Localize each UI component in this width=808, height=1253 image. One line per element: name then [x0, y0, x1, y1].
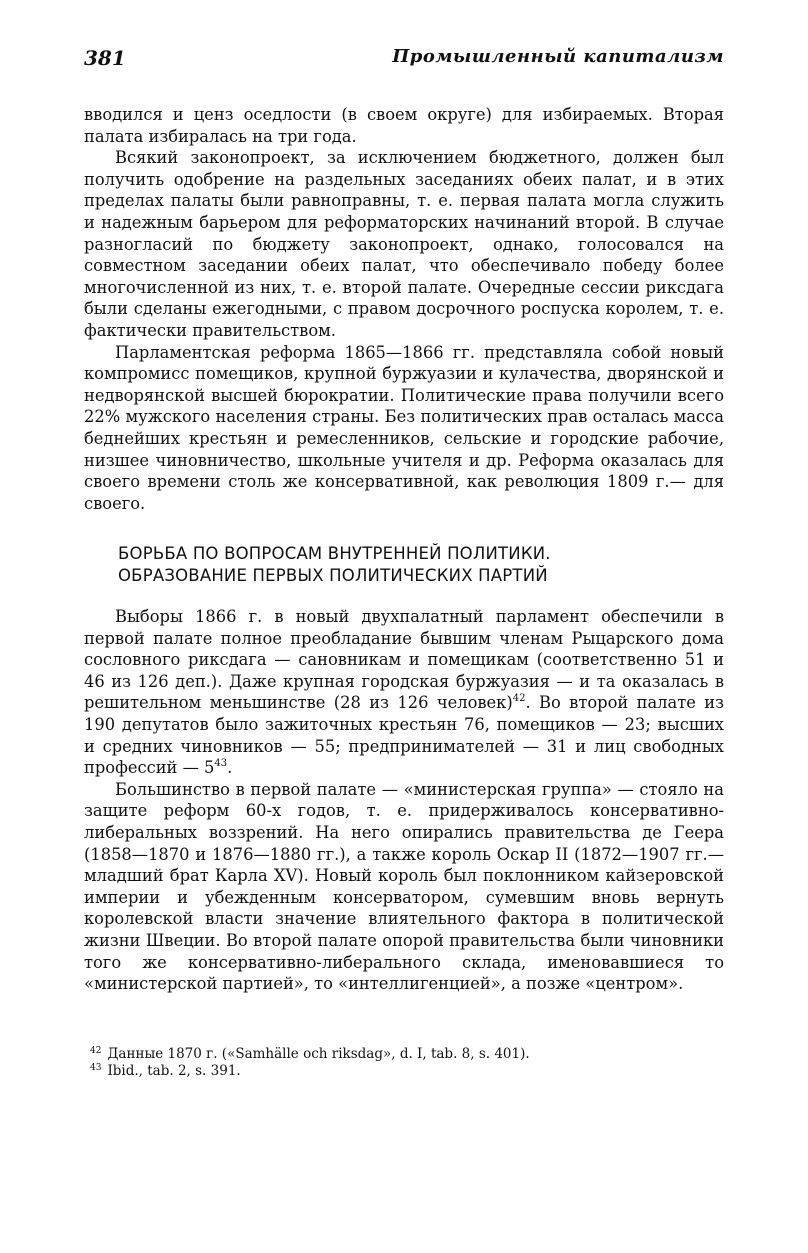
footnote-mark: 42 — [90, 1046, 102, 1056]
section-heading — [118, 543, 738, 587]
footnote — [90, 1046, 730, 1063]
footnote — [90, 1063, 730, 1080]
footnote-reference: 42 — [512, 693, 526, 705]
paragraph-text: Выборы 1866 г. в новый двухпалатный парламент обеспечили в первой палате полное преобладание бывшим членам Рыцарского дома сословного риксдага — сановникам и помещикам (соответственно 51 и 46 из 126 деп.). Даже крупная городская буржуазия — и та оказалась в решительном меньшинстве (28 из 126 человек) — [84, 607, 724, 713]
footnote-mark: 43 — [90, 1063, 102, 1073]
paragraph: Парламентская реформа 1865—1866 гг. представляла собой новый компромисс помещиков, крупной буржуазии и кулачества, дворянской и недворянской высшей бюрократии. Политические права получили всего 22% мужского населения страны. Без политических прав осталась масса беднейших крестьян и ремесленников, сельские и городские рабочие, низшее чиновничество, школьные учителя и др. Реформа оказалась для своего времени столь же консервативной, как революция 1809 г.— для своего. — [84, 342, 724, 513]
text-block-top — [84, 104, 724, 514]
page-number: 381 — [84, 46, 126, 70]
paragraph-continued: вводился и ценз оседлости (в своем округе) для избираемых. Вторая палата избиралась на три года. — [84, 105, 724, 146]
footnotes — [90, 1046, 730, 1080]
section-heading-line-1: БОРЬБА ПО ВОПРОСАМ ВНУТРЕННЕЙ ПОЛИТИКИ. — [118, 544, 551, 563]
paragraph-text: . Во второй палате из 190 депутатов было зажиточных крестьян 76, помещиков — 23; высших и средних чиновников — 55; предпринимателей — 31 и лиц свободных профессий — 5 — [84, 693, 724, 778]
footnote-text: Данные 1870 г. («Samhälle och riksdag», d. I, tab. 8, s. 401). — [107, 1046, 530, 1062]
running-title: Промышленный капитализм — [392, 46, 724, 67]
page-header — [84, 46, 724, 76]
paragraph-text: . — [227, 758, 233, 778]
paragraph: Всякий законопроект, за исключением бюджетного, должен был получить одобрение на раздельных заседаниях обеих палат, и в этих пределах палаты были равноправны, т. е. первая палата могла служить и надежным барьером для реформаторских начинаний второй. В случае разногласий по бюджету законопроект, однако, голосовался на совместном заседании обеих палат, что обеспечивало победу более многочисленной из них, т. е. второй палате. Очередные сессии риксдага были сделаны ежегодными, с правом досрочного роспуска королем, т. е. фактически правительством. — [84, 148, 724, 340]
footnote-reference: 43 — [214, 758, 228, 770]
footnote-text: Ibid., tab. 2, s. 391. — [107, 1063, 241, 1079]
section-heading-line-2: ОБРАЗОВАНИЕ ПЕРВЫХ ПОЛИТИЧЕСКИХ ПАРТИЙ — [118, 566, 548, 585]
text-block-section — [84, 606, 724, 995]
paragraph — [84, 606, 724, 779]
paragraph: Большинство в первой палате — «министерская группа» — стояло на защите реформ 60-х годов, т. е. придерживалось консервативно-либеральных воззрений. На него опирались правительства де Геера (1858—1870 и 1876—1880 гг.), а также король Оскар II (1872—1907 гг.— младший брат Карла XV). Новый король был поклонником кайзеровской империи и убежденным консерватором, сумевшим вновь вернуть королевской власти значение влиятельного фактора в политической жизни Швеции. Во второй палате опорой правительства были чиновники того же консервативно-либерального склада, именовавшиеся то «министерской партией», то «интеллигенцией», а позже «центром». — [84, 779, 724, 994]
